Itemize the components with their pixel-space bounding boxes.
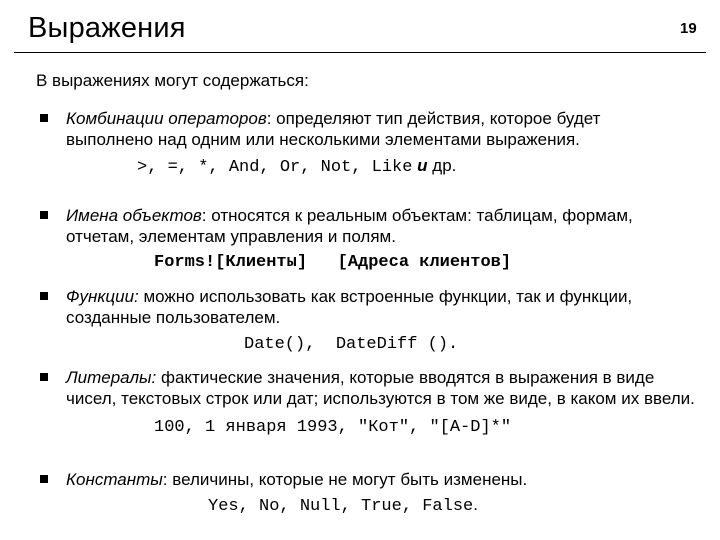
item-term: Функции: xyxy=(66,287,139,306)
item-text: Имена объектов: относятся к реальным объектам: таблицам, формам, отчетам, элементам управления и полям. xyxy=(66,206,633,246)
bullet-icon xyxy=(40,373,48,381)
slide-title: Выражения xyxy=(28,12,186,44)
list-item xyxy=(40,469,700,517)
item-example: Date(), DateDiff (). xyxy=(244,335,459,354)
list-item xyxy=(40,286,700,355)
bullet-icon xyxy=(40,475,48,483)
item-text: Функции: можно использовать как встроенные функции, так и функции, созданные пользователем. xyxy=(66,287,633,327)
item-text: Комбинации операторов: определяют тип действия, которое будет выполнено над одним или несколькими элементами выражения. xyxy=(66,109,601,149)
bullet-icon xyxy=(40,211,48,219)
bullet-icon xyxy=(40,114,48,122)
title-divider xyxy=(14,52,706,53)
item-example: Yes, No, Null, True, False. xyxy=(208,495,478,516)
intro-text: В выражениях могут содержаться: xyxy=(36,71,309,90)
list-item xyxy=(40,205,700,273)
item-text: Константы: величины, которые не могут быть изменены. xyxy=(66,470,528,489)
list-item xyxy=(40,367,700,438)
page-number: 19 xyxy=(680,20,697,37)
item-term: Имена объектов xyxy=(66,206,202,225)
list-item xyxy=(40,108,700,178)
item-term: Комбинации операторов xyxy=(66,109,267,128)
item-example: >, =, *, And, Or, Not, Like и др. xyxy=(137,156,457,177)
item-example: Forms![Клиенты] [Адреса клиентов] xyxy=(154,253,512,272)
item-text: Литералы: фактические значения, которые вводятся в выражения в виде чисел, текстовых строк или дат; используются в том же виде, в каком их ввели. xyxy=(66,368,695,408)
item-term: Константы xyxy=(66,470,163,489)
bullet-icon xyxy=(40,292,48,300)
item-example: 100, 1 января 1993, "Кот", "[A-D]*" xyxy=(154,418,512,437)
item-term: Литералы: xyxy=(66,368,157,387)
